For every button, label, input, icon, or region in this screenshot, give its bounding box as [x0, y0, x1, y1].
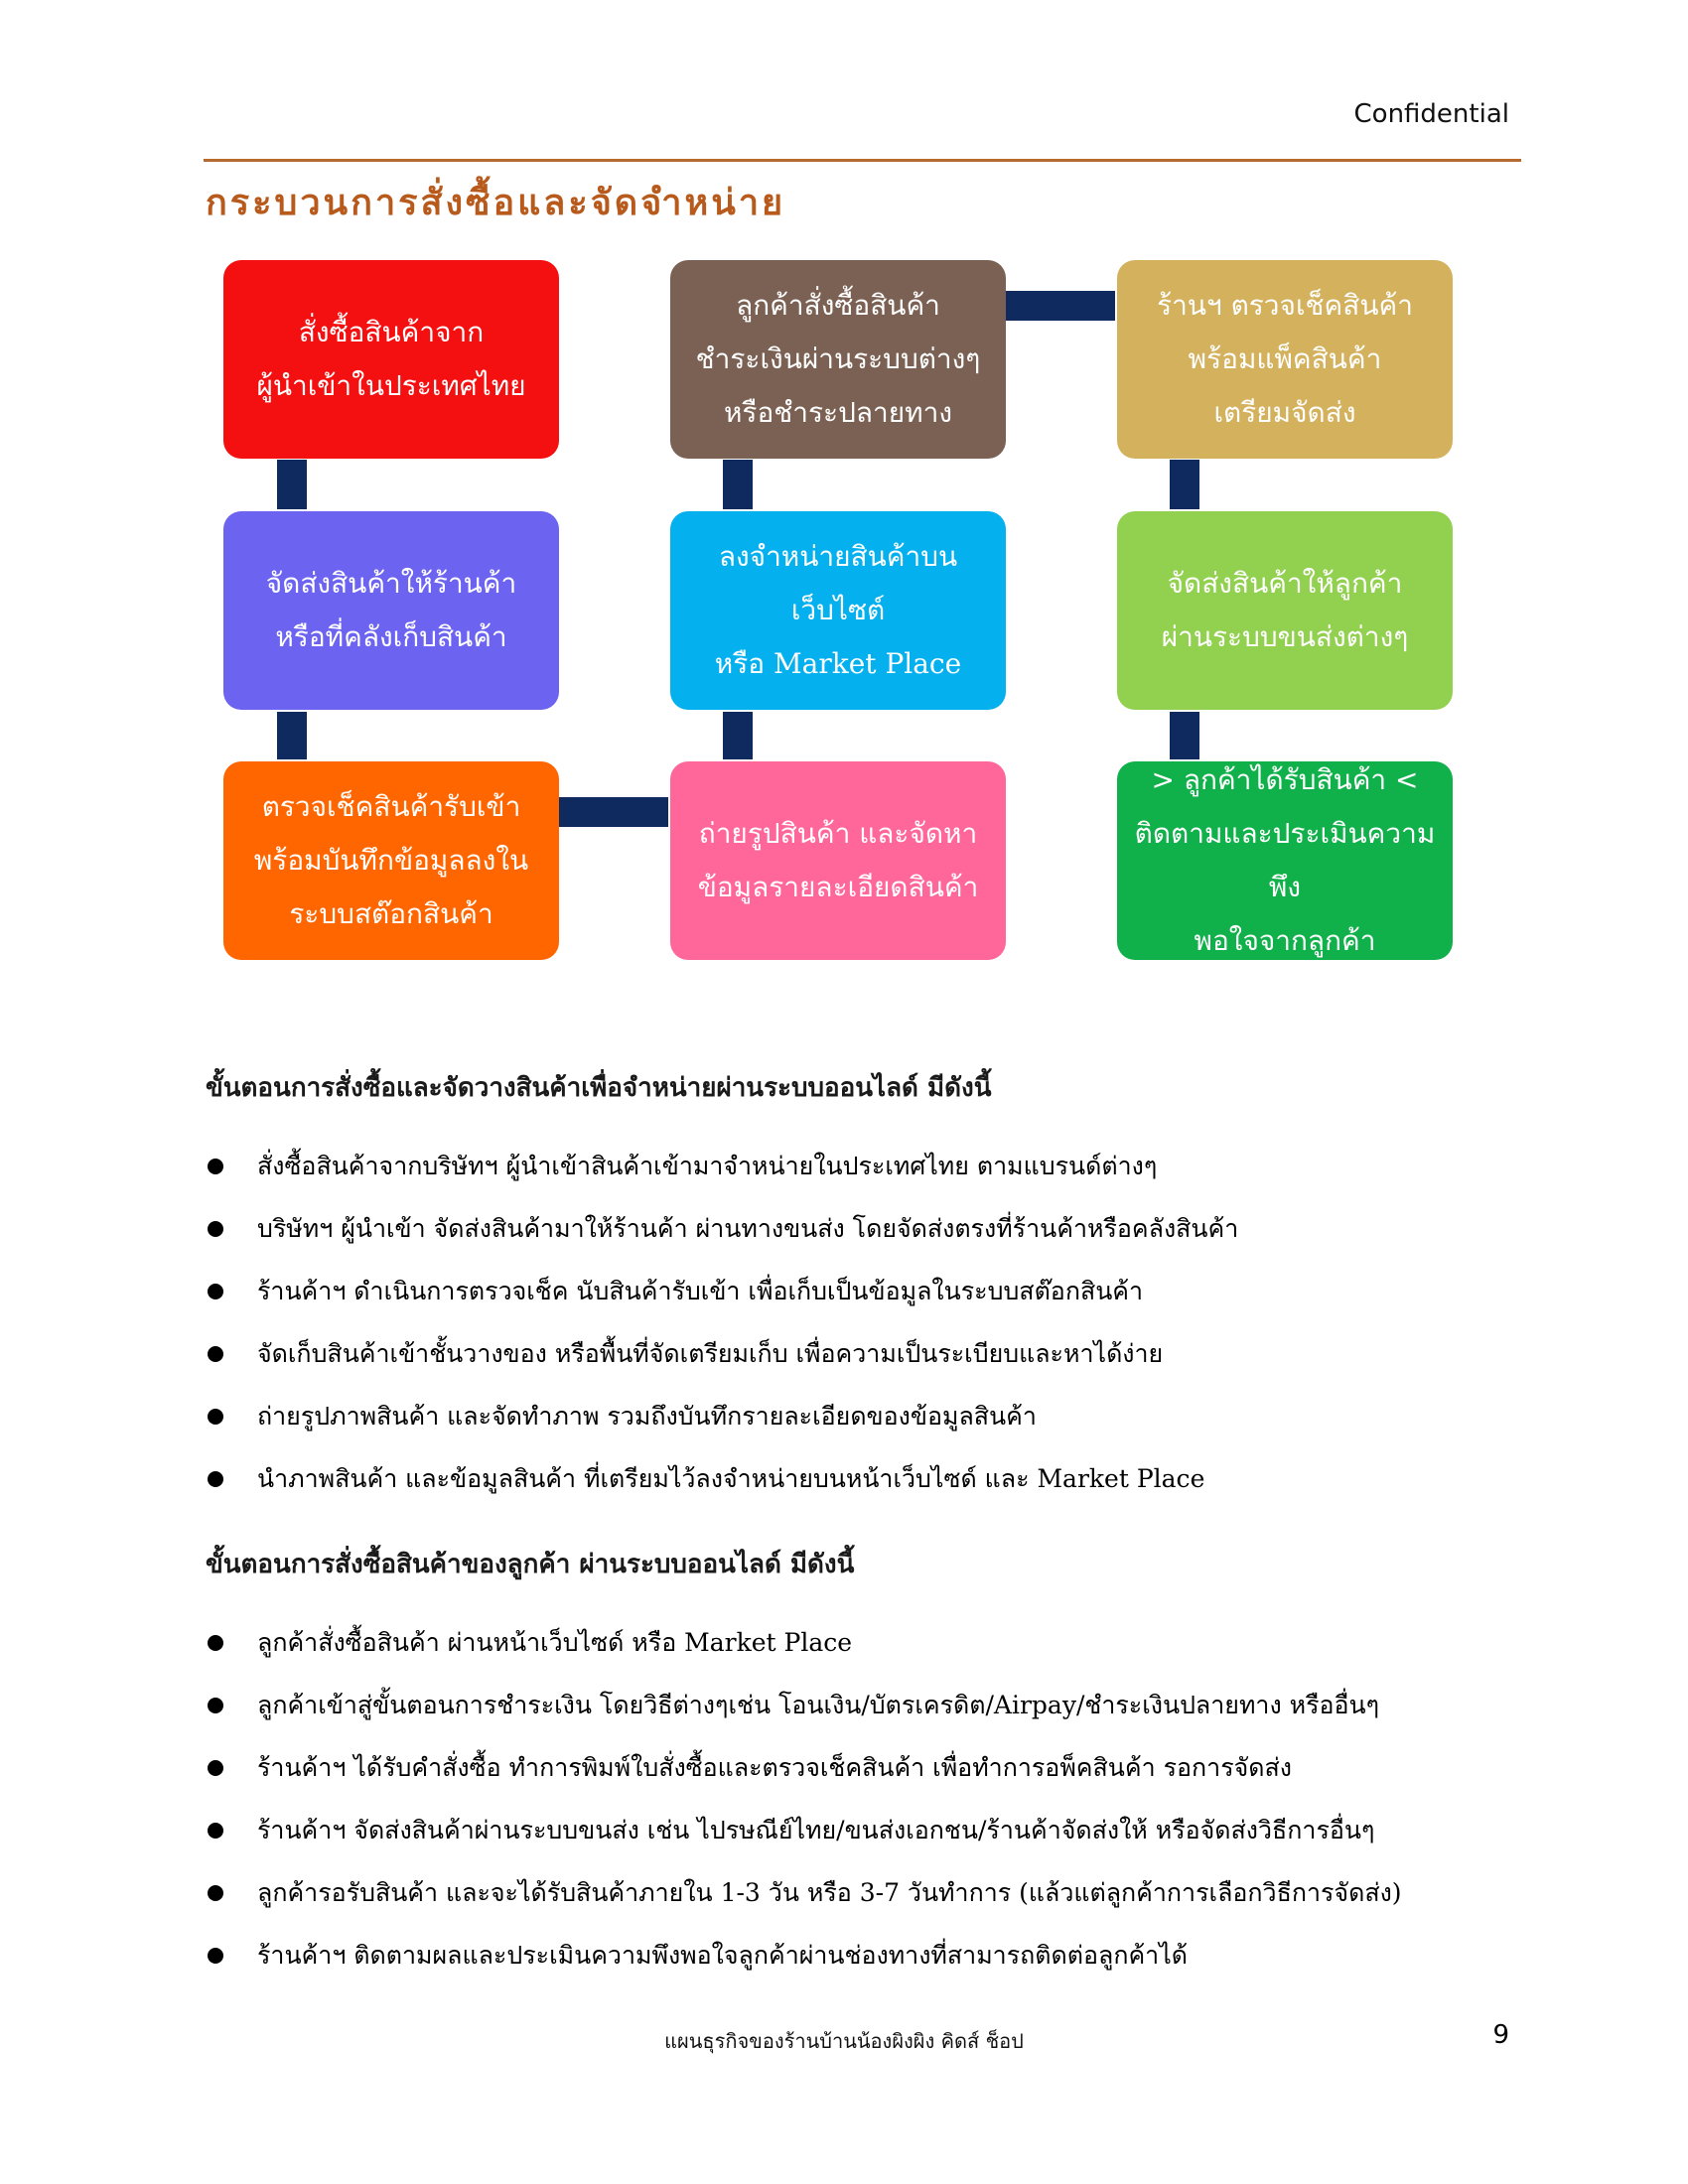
bullet-dot	[208, 1948, 223, 1964]
bullet-dot	[208, 1471, 223, 1487]
flow-box-text: > ลูกค้าได้รับสินค้า < ติดตามและประเมินความพึง พอใจจากลูกค้า	[1134, 763, 1436, 957]
section1-heading: ขั้นตอนการสั่งซื้อและจัดวางสินค้าเพื่อจำหน่ายผ่านระบบออนไลด์ มีดังนี้	[206, 1073, 992, 1103]
flow-box-text: ถ่ายรูปสินค้า และจัดหา ข้อมูลรายละเอียดสินค้า	[697, 817, 979, 903]
bullet-dot	[208, 1221, 223, 1237]
bullet-dot	[208, 1159, 223, 1174]
section2-list	[206, 1623, 1526, 1998]
connector-4-7	[277, 712, 307, 759]
list-item-text: ร้านค้าฯ ดำเนินการตรวจเช็ค นับสินค้ารับเข้า เพื่อเก็บเป็นข้อมูลในระบบสต๊อกสินค้า	[257, 1277, 1144, 1305]
connector-7-8	[559, 797, 668, 827]
section1-list	[206, 1147, 1526, 1522]
bullet-dot	[208, 1635, 223, 1651]
bullet-dot	[208, 1284, 223, 1299]
list-item-text: ลูกค้าเข้าสู่ขั้นตอนการชำระเงิน โดยวิธีต่างๆเช่น โอนเงิน/บัตรเครดิต/Airpay/ชำระเงินปลายทาง หรืออื่นๆ	[257, 1691, 1380, 1719]
flow-box-text: สั่งซื้อสินค้าจาก ผู้นำเข้าในประเทศไทย	[256, 316, 526, 402]
list-item	[206, 1748, 1526, 1811]
flow-box-ship-to-customer	[1117, 511, 1453, 710]
list-item	[206, 1397, 1526, 1459]
connector-5-2	[723, 460, 753, 509]
list-item	[206, 1459, 1526, 1522]
flow-box-customer-received	[1117, 761, 1453, 960]
confidential-label: Confidential	[1353, 99, 1509, 129]
list-item-text: ร้านค้าฯ จัดส่งสินค้าผ่านระบบขนส่ง เช่น ไปรษณีย์ไทย/ขนส่งเอกชน/ร้านค้าจัดส่งให้ หรือจัดส่งวิธีการอื่นๆ	[257, 1816, 1375, 1844]
bullet-dot	[208, 1698, 223, 1713]
list-item-text: ร้านค้าฯ ติดตามผลและประเมินความพึงพอใจลูกค้าผ่านช่องทางที่สามารถติดต่อลูกค้าได้	[257, 1941, 1189, 1970]
bullet-dot	[208, 1409, 223, 1425]
flow-box-text: จัดส่งสินค้าให้ร้านค้า หรือที่คลังเก็บสินค้า	[265, 567, 517, 653]
list-item-text: จัดเก็บสินค้าเข้าชั้นวางของ หรือพื้นที่จัดเตรียมเก็บ เพื่อความเป็นระเบียบและหาได้ง่าย	[257, 1339, 1164, 1368]
list-item-text: ลูกค้ารอรับสินค้า และจะได้รับสินค้าภายใน 1-3 วัน หรือ 3-7 วันทำการ (แล้วแต่ลูกค้าการเลือกวิธีการจัดส่ง)	[257, 1878, 1402, 1907]
flow-box-text: ร้านฯ ตรวจเช็คสินค้า พร้อมแพ็คสินค้า เตรียมจัดส่ง	[1157, 289, 1413, 429]
flow-box-text: ตรวจเช็คสินค้ารับเข้า พร้อมบันทึกข้อมูลลงใน ระบบสต๊อกสินค้า	[253, 790, 529, 930]
footer-text: แผนธุรกิจของร้านบ้านน้องผิงผิง คิดส์ ช็อป	[664, 2029, 1024, 2053]
flow-box-order-from-importer	[223, 260, 559, 459]
bullet-dot	[208, 1760, 223, 1776]
page-number: 9	[1492, 2020, 1509, 2050]
flow-box-text: ลงจำหน่ายสินค้าบนเว็บไซต์ หรือ Market Place	[714, 540, 962, 680]
connector-2-3	[1006, 291, 1115, 321]
list-item	[206, 1873, 1526, 1936]
flow-box-list-on-website	[670, 511, 1006, 710]
flow-box-deliver-to-shop	[223, 511, 559, 710]
process-flow-diagram	[0, 0, 1688, 993]
list-item-text: ลูกค้าสั่งซื้อสินค้า ผ่านหน้าเว็บไซด์ หรือ Market Place	[257, 1628, 853, 1657]
list-item	[206, 1623, 1526, 1686]
section2-heading: ขั้นตอนการสั่งซื้อสินค้าของลูกค้า ผ่านระบบออนไลด์ มีดังนี้	[206, 1550, 855, 1579]
list-item-text: นำภาพสินค้า และข้อมูลสินค้า ที่เตรียมไว้ลงจำหน่ายบนหน้าเว็บไซด์ และ Market Place	[257, 1464, 1205, 1493]
bullet-dot	[208, 1885, 223, 1901]
flow-box-text: ลูกค้าสั่งซื้อสินค้า ชำระเงินผ่านระบบต่างๆ หรือชำระปลายทาง	[695, 289, 981, 429]
list-item	[206, 1147, 1526, 1209]
list-item	[206, 1209, 1526, 1272]
list-item	[206, 1811, 1526, 1873]
connector-1-4	[277, 460, 307, 509]
flow-box-shop-check-pack	[1117, 260, 1453, 459]
connector-8-5	[723, 712, 753, 759]
bullet-dot	[208, 1823, 223, 1839]
flow-box-check-incoming	[223, 761, 559, 960]
list-item	[206, 1334, 1526, 1397]
list-item-text: ถ่ายรูปภาพสินค้า และจัดทำภาพ รวมถึงบันทึกรายละเอียดของข้อมูลสินค้า	[257, 1402, 1037, 1431]
connector-3-6	[1170, 460, 1199, 509]
flow-box-text: จัดส่งสินค้าให้ลูกค้า ผ่านระบบขนส่งต่างๆ	[1161, 567, 1409, 653]
flow-box-photo-details	[670, 761, 1006, 960]
list-item	[206, 1686, 1526, 1748]
page-title: กระบวนการสั่งซื้อและจัดจำหน่าย	[206, 182, 786, 223]
bullet-dot	[208, 1346, 223, 1362]
flow-box-customer-order-pay	[670, 260, 1006, 459]
list-item	[206, 1936, 1526, 1998]
list-item-text: ร้านค้าฯ ได้รับคำสั่งซื้อ ทำการพิมพ์ใบสั่งซื้อและตรวจเช็คสินค้า เพื่อทำการอพ็คสินค้า รอการจัดส่ง	[257, 1753, 1292, 1782]
connector-6-9	[1170, 712, 1199, 759]
list-item-text: สั่งซื้อสินค้าจากบริษัทฯ ผู้นำเข้าสินค้าเข้ามาจำหน่ายในประเทศไทย ตามแบรนด์ต่างๆ	[257, 1152, 1158, 1180]
list-item	[206, 1272, 1526, 1334]
list-item-text: บริษัทฯ ผู้นำเข้า จัดส่งสินค้ามาให้ร้านค้า ผ่านทางขนส่ง โดยจัดส่งตรงที่ร้านค้าหรือคลังสินค้า	[257, 1214, 1239, 1243]
